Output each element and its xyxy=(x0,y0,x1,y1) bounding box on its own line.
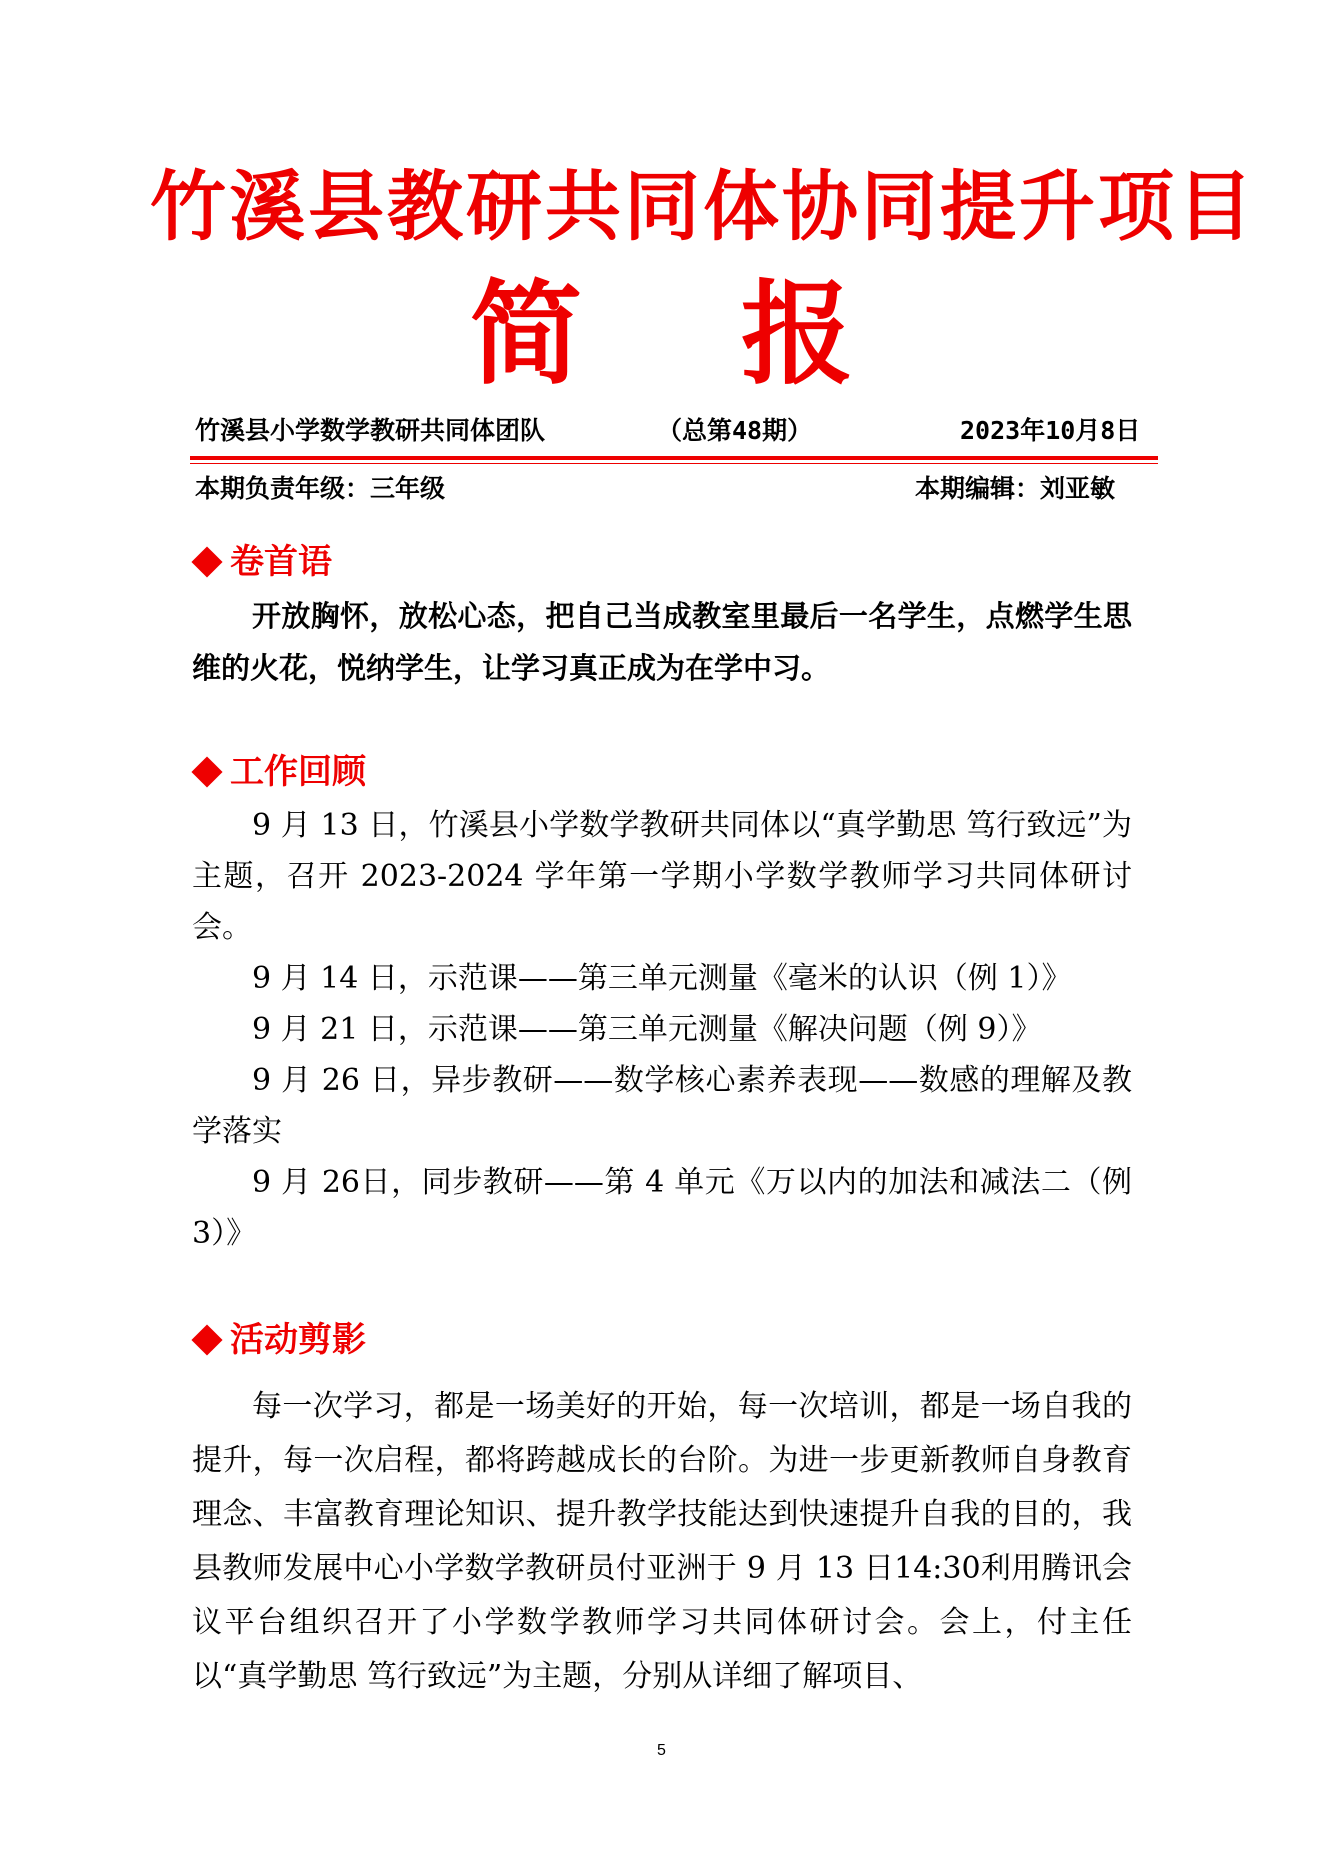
bulletin-title-char-2: 报 xyxy=(741,269,853,400)
section-heading-text: 卷首语 xyxy=(230,542,332,582)
diamond-icon xyxy=(191,546,222,577)
activity-text: 每一次学习，都是一场美好的开始，每一次培训，都是一场自我的提升，每一次启程，都将跨越成长的台阶。为进一步更新教师自身教育理念、丰富教育理论知识、提升教学技能达到快速提升自我的目的，我县教师发展中心小学数学教研员付亚洲于 9 月 13 日14:30利用腾讯会议平台组织召开了小学数学教师学习共同体研讨会。会上，付主任以“真学勤思 笃行致远”为主题，分别从详细了解项目、 xyxy=(192,1389,1132,1694)
page-number: 5 xyxy=(657,1742,666,1759)
review-item: 9 月 14 日，示范课——第三单元测量《毫米的认识（例 1）》 xyxy=(252,961,1072,996)
project-title: 竹溪县教研共同体协同提升项目 xyxy=(150,162,1256,251)
grade-in-charge: 本期负责年级：三年级 xyxy=(195,474,446,503)
bulletin-title-char-1: 简 xyxy=(470,269,582,400)
section-heading-text: 工作回顾 xyxy=(230,752,366,792)
section-heading-review xyxy=(190,750,366,794)
review-item: 9 月 13 日，竹溪县小学数学教研共同体以“真学勤思 笃行致远”为主题，召开 2023-2024 学年第一学期小学数学教师学习共同体研讨会。 xyxy=(192,808,1132,945)
review-item: 9 月 26 日，异步教研——数学核心素养表现——数感的理解及教学落实 xyxy=(192,1063,1132,1149)
issue-date: 2023年10月8日 xyxy=(960,416,1141,445)
bulletin-title xyxy=(400,270,923,400)
preface-text: 开放胸怀，放松心态，把自己当成教室里最后一名学生，点燃学生思维的火花，悦纳学生，让学习真正成为在学中习。 xyxy=(192,599,1132,685)
issue-number: （总第48期） xyxy=(657,416,813,445)
section-heading-preface xyxy=(190,540,332,584)
review-item: 9 月 21 日，示范课——第三单元测量《解决问题（例 9）》 xyxy=(252,1012,1042,1047)
team-name: 竹溪县小学数学教研共同体团队 xyxy=(195,416,546,445)
diamond-icon xyxy=(191,756,222,787)
editor: 本期编辑：刘亚敏 xyxy=(915,474,1116,503)
review-item: 9 月 26日，同步教研——第 4 单元《万以内的加法和减法二（例 3）》 xyxy=(192,1165,1132,1251)
section-heading-text: 活动剪影 xyxy=(230,1320,366,1360)
header-rule xyxy=(190,456,1158,460)
diamond-icon xyxy=(191,1324,222,1355)
section-heading-activity xyxy=(190,1318,366,1362)
header-rule-thin xyxy=(190,463,1158,464)
